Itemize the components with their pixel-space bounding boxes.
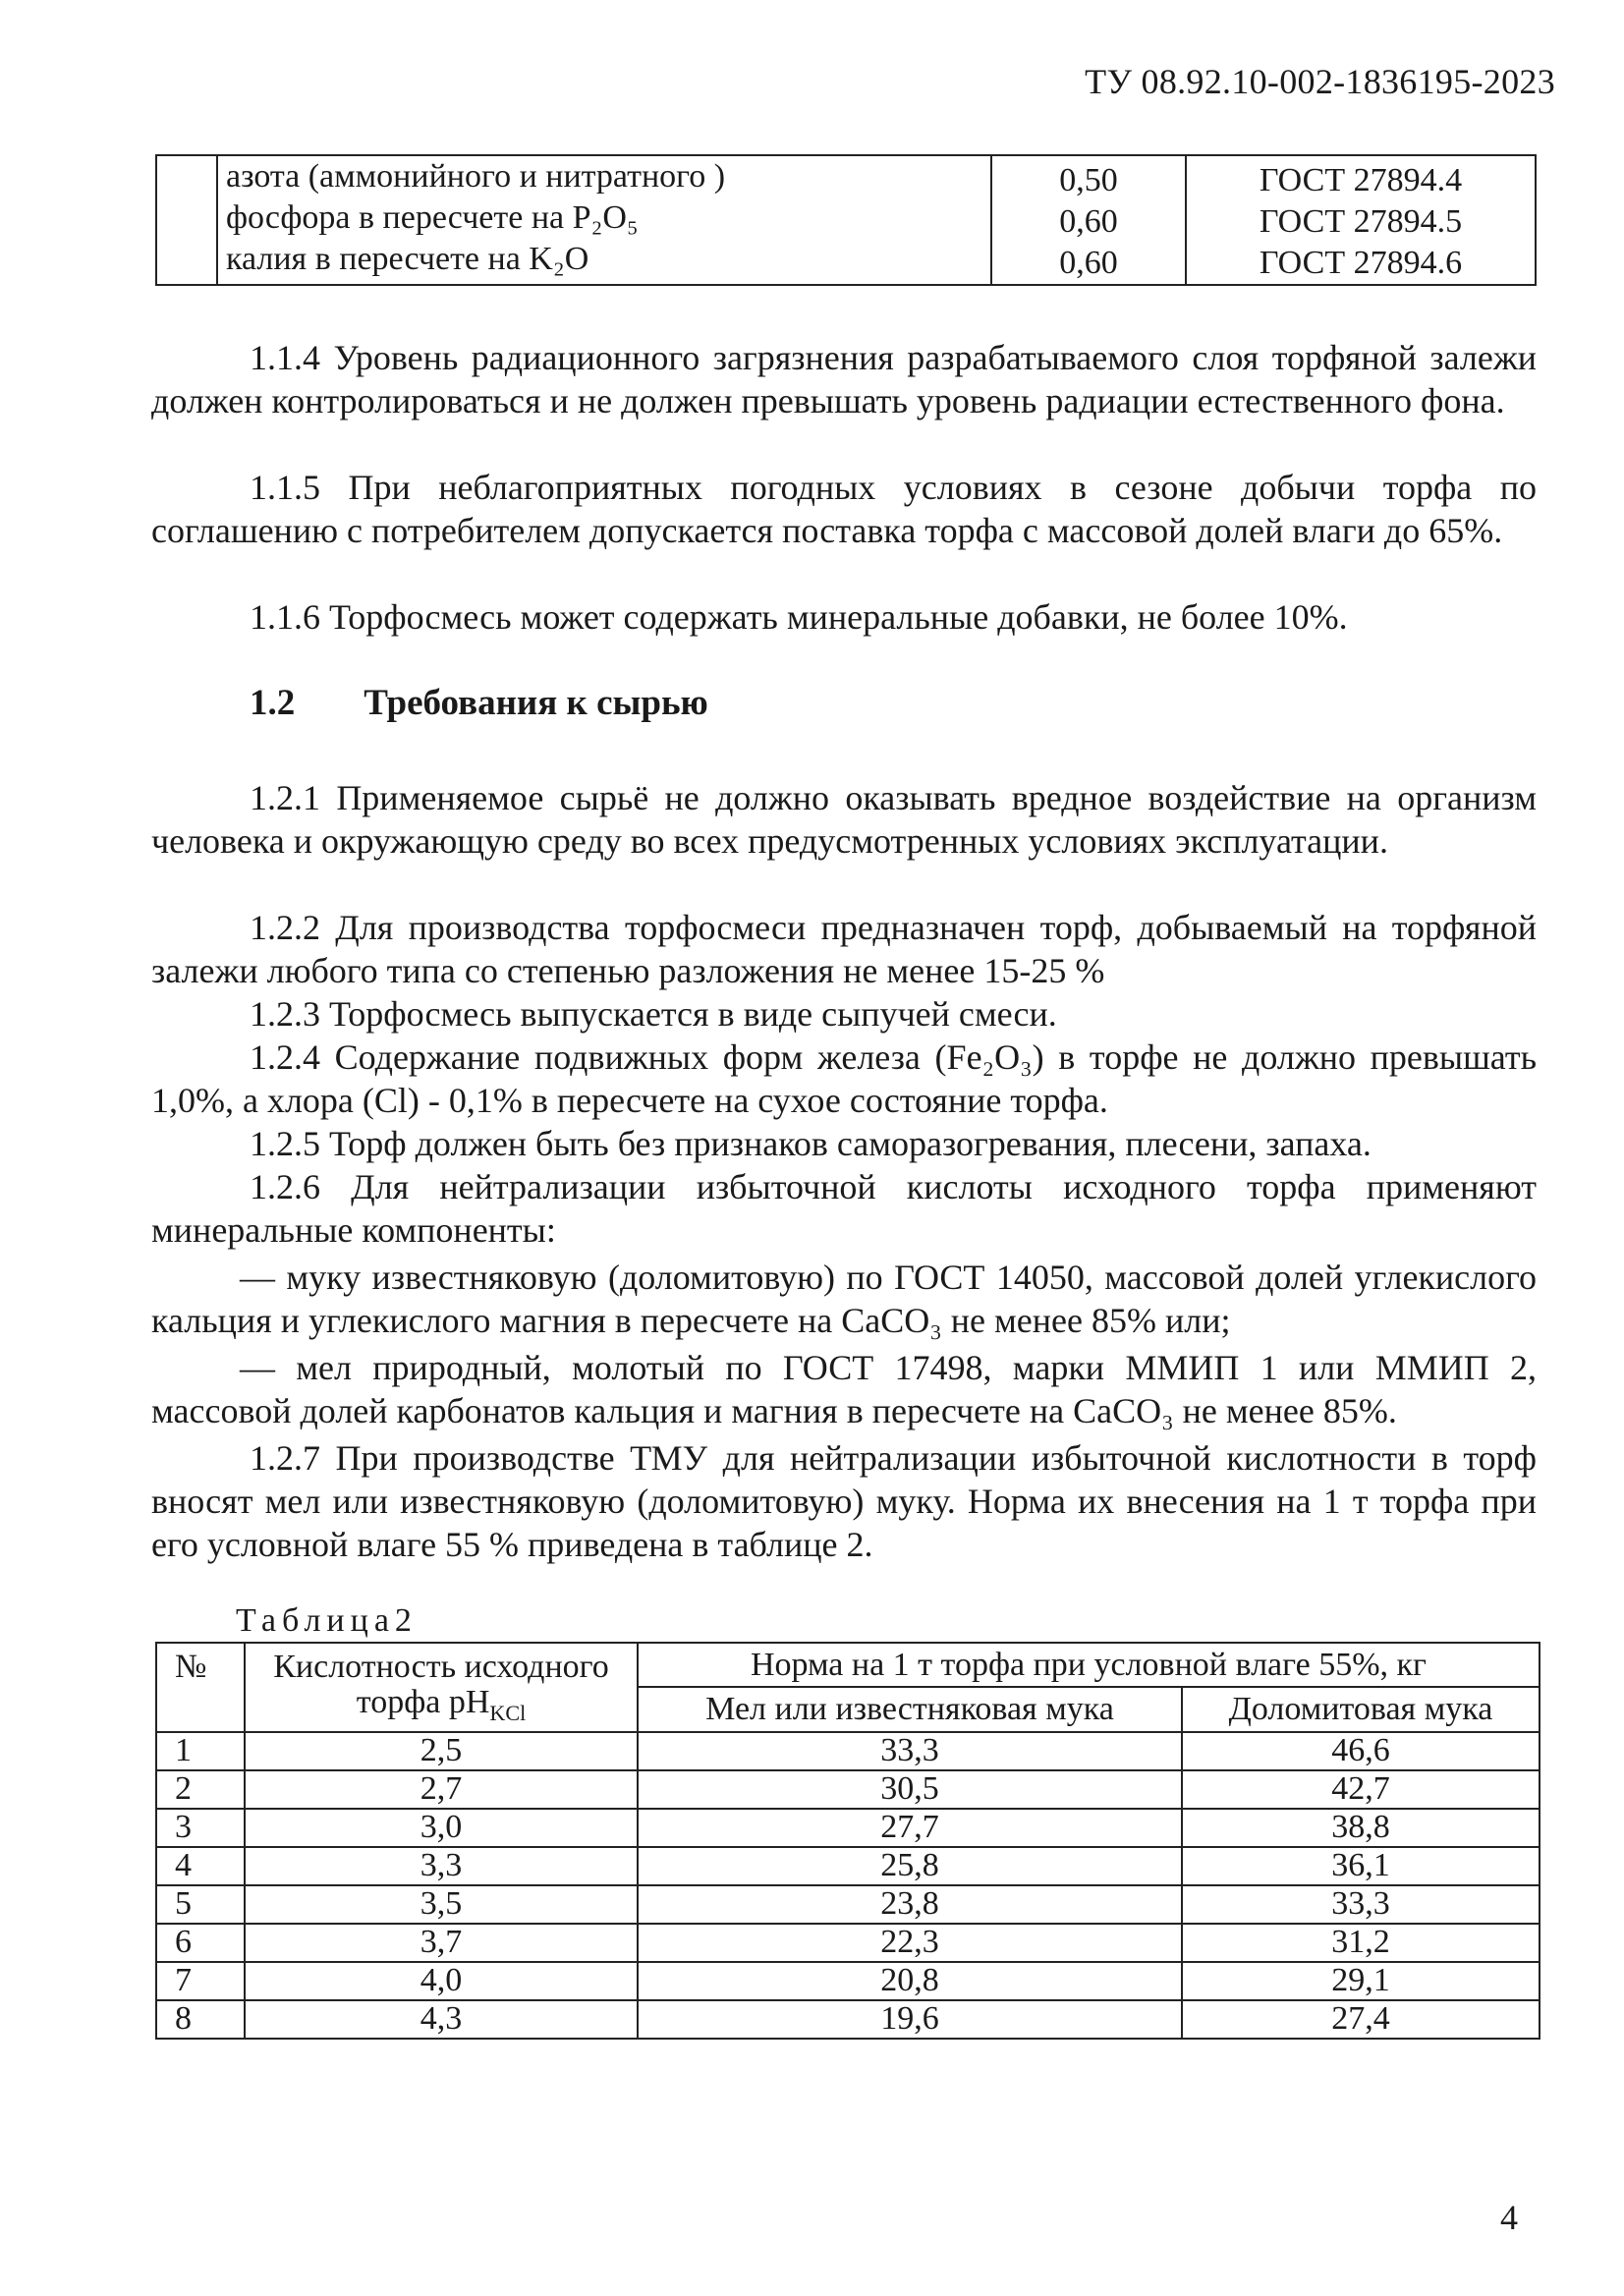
page-number: 4 <box>1500 2198 1518 2237</box>
table-row <box>156 1809 1540 1847</box>
acidity-cell: 2,5 <box>245 1732 638 1770</box>
test-method: ГОСТ 27894.6 <box>1259 245 1463 281</box>
paragraph-1-1-4: 1.1.4 Уровень радиационного загрязнения разрабатываемого слоя торфяной залежи должен контролироваться и не должен превышать уровень радиации естественного фона. <box>151 338 1537 420</box>
paragraph-1-2-5: 1.2.5 Торф должен быть без признаков саморазогревания, плесени, запаха. <box>250 1124 1372 1163</box>
paragraph-1-2-4: 1.2.4 Содержание подвижных форм железа (Fe₂O₃) в торфе не должно превышать 1,0%, а хлора (Cl) - 0,1% в пересчете на сухое состояние торфа. <box>151 1037 1537 1120</box>
header-acidity: Кислотность исходного торфа $pH_{KCl}$ <box>245 1643 638 1732</box>
paragraph-1-2-2: 1.2.2 Для производства торфосмеси предназначен торф, добываемый на торфяной залежи любого типа со степенью разложения не менее 15-25 % <box>151 908 1537 990</box>
chalk-norm-cell: 23,8 <box>638 1885 1182 1924</box>
indicator-name: калия в пересчете на K₂O <box>226 241 589 277</box>
chalk-norm-cell: 33,3 <box>638 1732 1182 1770</box>
row-number-cell: 8 <box>156 2000 245 2039</box>
paragraph-1-2-3: 1.2.3 Торфосмесь выпускается в виде сыпучей смеси. <box>250 994 1057 1034</box>
test-method: ГОСТ 27894.5 <box>1259 203 1463 240</box>
dolomite-norm-cell: 27,4 <box>1182 2000 1540 2039</box>
header-norm: Норма на 1 т торфа при условной влаге 55%, кг <box>638 1643 1540 1687</box>
test-methods-cell <box>1186 155 1536 285</box>
indicator-value: 0,60 <box>1059 245 1118 281</box>
dolomite-norm-cell: 42,7 <box>1182 1770 1540 1809</box>
dolomite-norm-cell: 38,8 <box>1182 1809 1540 1847</box>
indicators-table-continuation <box>155 154 1537 286</box>
indicator-name: азота (аммонийного и нитратного ) <box>226 158 726 195</box>
section-heading: 1.2 Требования к сырью <box>250 683 708 723</box>
chalk-norm-cell: 19,6 <box>638 2000 1182 2039</box>
dolomite-norm-cell: 46,6 <box>1182 1732 1540 1770</box>
acidity-cell: 3,3 <box>245 1847 638 1885</box>
chalk-norm-cell: 27,7 <box>638 1809 1182 1847</box>
dolomite-norm-cell: 29,1 <box>1182 1962 1540 2000</box>
paragraph-1-2-7: 1.2.7 При производстве ТМУ для нейтрализации избыточной кислотности в торф вносят мел или известняковую (доломитовую) муку. Норма их внесения на 1 т торфа при его условной влаге 55 % приведена в таблице 2. <box>151 1438 1537 1564</box>
acidity-cell: 2,7 <box>245 1770 638 1809</box>
table-row <box>156 1847 1540 1885</box>
indicator-value: 0,50 <box>1059 162 1118 198</box>
test-method: ГОСТ 27894.4 <box>1259 162 1463 198</box>
paragraph-1-1-6: 1.1.6 Торфосмесь может содержать минеральные добавки, не более 10%. <box>250 597 1348 637</box>
header-dolomite: Доломитовая мука <box>1182 1687 1540 1731</box>
row-number-cell: 7 <box>156 1962 245 2000</box>
chalk-norm-cell: 20,8 <box>638 1962 1182 2000</box>
paragraph-1-2-6: 1.2.6 Для нейтрализации избыточной кислоты исходного торфа применяют минеральные компоненты: <box>151 1167 1537 1250</box>
dolomite-norm-cell: 31,2 <box>1182 1924 1540 1962</box>
row-number-cell: 2 <box>156 1770 245 1809</box>
table-row <box>156 1885 1540 1924</box>
lime-norms-table <box>155 1642 1540 2040</box>
indicator-names-cell <box>217 155 991 285</box>
row-number-cell: 4 <box>156 1847 245 1885</box>
acidity-cell: 4,3 <box>245 2000 638 2039</box>
acidity-cell: 3,7 <box>245 1924 638 1962</box>
header-number: № <box>156 1643 245 1732</box>
chalk-norm-cell: 22,3 <box>638 1924 1182 1962</box>
row-number-cell: 3 <box>156 1809 245 1847</box>
chalk-norm-cell: 25,8 <box>638 1847 1182 1885</box>
list-item-limestone-flour: — муку известняковую (доломитовую) по ГОСТ 14050, массовой долей углекислого кальция и углекислого магния в пересчете на CaCO₃ не менее 85% или; <box>151 1258 1537 1340</box>
table-row <box>156 1924 1540 1962</box>
list-item-natural-chalk: — мел природный, молотый по ГОСТ 17498, марки ММИП 1 или ММИП 2, массовой долей карбонатов кальция и магния в пересчете на CaCO₃ не менее 85%. <box>151 1348 1537 1430</box>
table-row <box>156 1732 1540 1770</box>
dolomite-norm-cell: 33,3 <box>1182 1885 1540 1924</box>
header-chalk: Мел или известняковая мука <box>638 1687 1182 1731</box>
acidity-cell: 3,5 <box>245 1885 638 1924</box>
table-row <box>156 1770 1540 1809</box>
acidity-cell: 4,0 <box>245 1962 638 2000</box>
table-row <box>156 1962 1540 2000</box>
row-number-cell: 6 <box>156 1924 245 1962</box>
table-2-caption: Таблица2 <box>236 1602 418 1639</box>
row-number-cell: 1 <box>156 1732 245 1770</box>
indicator-name: фосфора в пересчете на P₂O₅ <box>226 199 639 236</box>
dolomite-norm-cell: 36,1 <box>1182 1847 1540 1885</box>
paragraph-1-1-5: 1.1.5 При неблагоприятных погодных условиях в сезоне добычи торфа по соглашению с потребителем допускается поставка торфа с массовой долей влаги до 65%. <box>151 468 1537 550</box>
acidity-cell: 3,0 <box>245 1809 638 1847</box>
table-row <box>156 2000 1540 2039</box>
indicator-value: 0,60 <box>1059 203 1118 240</box>
chalk-norm-cell: 30,5 <box>638 1770 1182 1809</box>
document-code-header: ТУ 08.92.10-002-1836195-2023 <box>1085 62 1555 101</box>
indicator-values-cell <box>991 155 1186 285</box>
row-number-cell: 5 <box>156 1885 245 1924</box>
paragraph-1-2-1: 1.2.1 Применяемое сырьё не должно оказывать вредное воздействие на организм человека и окружающую среду во всех предусмотренных условиях эксплуатации. <box>151 778 1537 861</box>
table-cell-empty <box>156 155 217 285</box>
